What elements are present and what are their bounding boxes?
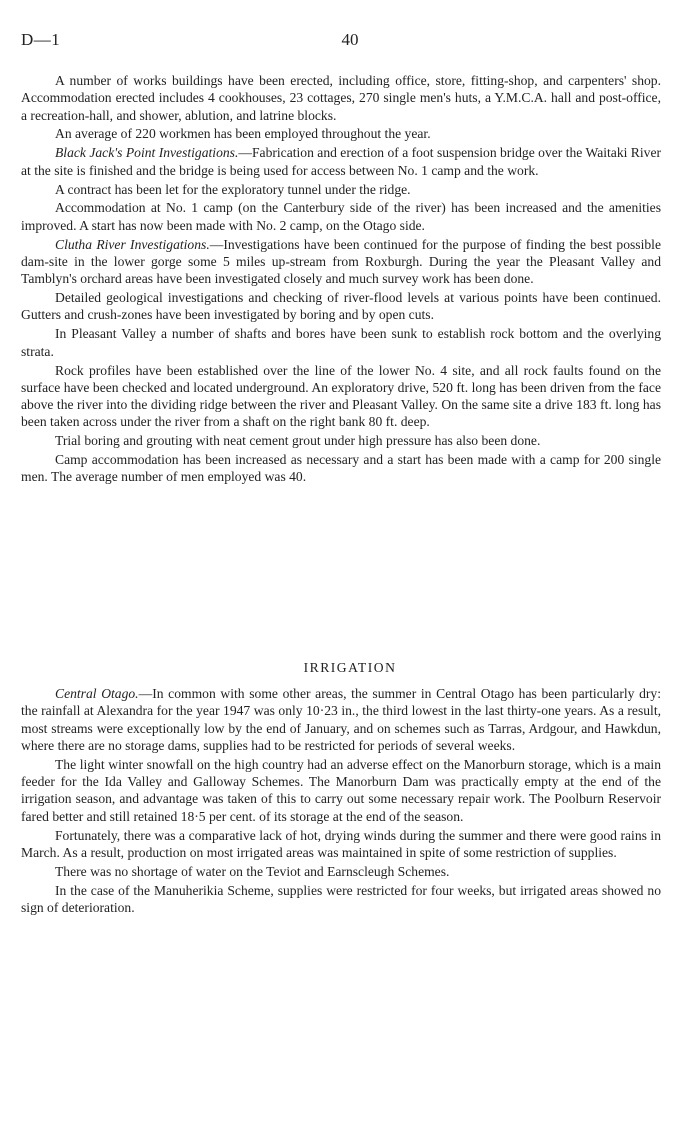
paragraph: There was no shortage of water on the Teviot and Earnscleugh Schemes. [55,863,450,879]
paragraph: An average of 220 workmen has been employed throughout the year. [55,126,431,142]
paragraph: Camp accommodation has been increased as necessary and a start has been made with a camp for 200 single men. The average number of men employed was 40. [21,452,661,485]
irrigation-section [21,685,661,916]
top-section [21,72,661,486]
paragraph: Black Jack's Point Investigations.—Fabrication and erection of a foot suspension bridge over the Waitaki River at the site is finished and the bridge is being used for access between No. 1 camp and the work. [21,145,661,178]
paragraph: Accommodation at No. 1 camp (on the Canterbury side of the river) has been increased and the amenities improved. A start has now been made with No. 2 camp, on the Otago side. [21,200,661,233]
page-number: 40 [341,30,359,49]
paragraph: In Pleasant Valley a number of shafts and bores have been sunk to establish rock bottom and the overlying strata. [21,326,661,359]
paragraph: Rock profiles have been established over the line of the lower No. 4 site, and all rock faults found on the surface have been checked and located underground. An exploratory drive, 520 ft. long has been driven from the face above the river into the dividing ridge between the river and Pleasant Valley. On the same site a drive 183 ft. long has been taken across under the river from a shaft on the right bank 80 ft. deep. [21,362,661,430]
paragraph: Fortunately, there was a comparative lack of hot, drying winds during the summer and there were good rains in March. As a result, production on most irrigated areas was maintained in spite of some restriction of supplies. [21,827,661,860]
paragraph: Trial boring and grouting with neat cement grout under high pressure has also been done. [55,433,541,449]
paragraph: Clutha River Investigations.—Investigations have been continued for the purpose of finding the best possible dam-site in the lower gorge some 5 miles up-stream from Roxburgh. During the year the Pleasant Valley and Tamblyn's orchard areas have been investigated closely and much survey work has been done. [21,236,661,287]
paragraph: In the case of the Manuherikia Scheme, supplies were restricted for four weeks, but irrigated areas showed no sign of deterioration. [21,882,661,915]
paragraph: A contract has been let for the exploratory tunnel under the ridge. [55,181,411,197]
page-header [21,30,679,54]
document-reference: D—1 [21,30,61,49]
paragraph: A number of works buildings have been erected, including office, store, fitting-shop, and carpenters' shop. Accommodation erected includes 4 cookhouses, 23 cottages, 270 single men's huts, a Y.M.C.A. hall and post-office, a recreation-hall, and shower, ablution, and latrine blocks. [21,73,661,123]
section-heading: IRRIGATION [303,660,397,675]
paragraph: Detailed geological investigations and checking of river-flood levels at various points have been continued. Gutters and crush-zones have been investigated by boring and by open cuts. [21,290,661,323]
paragraph: Central Otago.—In common with some other areas, the summer in Central Otago has been particularly dry: the rainfall at Alexandra for the year 1947 was only 10·23 in., the third lowest in the last thirty-one years. As a result, most streams were exceptionally low by the end of January, and on schemes such as Tarras, Ardgour, and Hawkdun, where there are no storage dams, supplies had to be restricted for periods of several weeks. [21,686,661,753]
paragraph: The light winter snowfall on the high country had an adverse effect on the Manorburn storage, which is a main feeder for the Ida Valley and Galloway Schemes. The Manorburn Dam was practically empty at the end of the irrigation season, and advantage was taken of this to carry out some necessary repair work. The Poolburn Reservoir fared better and still retained 18·5 per cent. of its storage at the end of the season. [21,756,661,824]
